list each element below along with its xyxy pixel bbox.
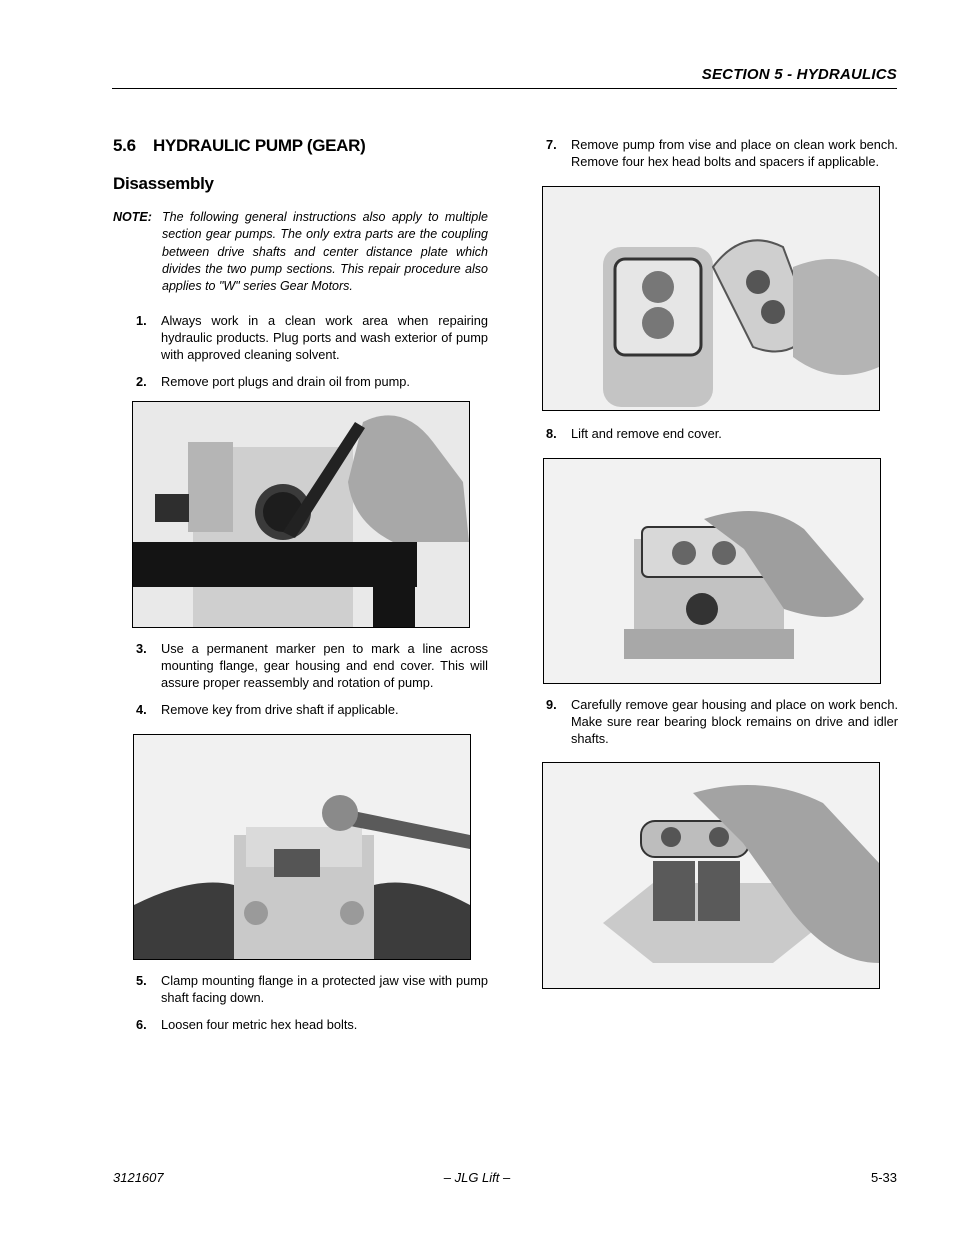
photo-marking-pump (132, 401, 470, 628)
step-7 (546, 136, 898, 170)
step-2 (136, 373, 488, 390)
section-title: HYDRAULIC PUMP (GEAR) (153, 136, 366, 155)
section-header-title: SECTION 5 - HYDRAULICS (701, 66, 897, 83)
step-9 (546, 696, 898, 748)
step-text: Always work in a clean work area when repairing hydraulic products. Plug ports and wash exterior of pump with approved cleaning solvent. (161, 313, 488, 363)
footer-page-number: 5-33 (870, 1170, 897, 1185)
footer-center-text: – JLG Lift – (443, 1170, 511, 1185)
step-4 (136, 701, 488, 718)
step-3 (136, 640, 488, 692)
step-text: Use a permanent marker pen to mark a line across mounting flange, gear housing and end cover. This will assure proper reassembly and rotation of pump. (161, 641, 488, 691)
step-number: 4. (136, 702, 147, 717)
step-number: 7. (546, 137, 557, 152)
step-number: 2. (136, 374, 147, 389)
section-heading (113, 136, 366, 156)
step-text: Remove key from drive shaft if applicable. (161, 702, 399, 717)
section-number: 5.6 (113, 136, 136, 155)
step-6 (136, 1016, 488, 1033)
footer-doc-number: 3121607 (113, 1170, 164, 1185)
step-text: Clamp mounting flange in a protected jaw vise with pump shaft facing down. (161, 973, 488, 1006)
photo-loosening-bolts (133, 734, 471, 960)
step-number: 8. (546, 426, 557, 441)
step-number: 1. (136, 313, 147, 328)
step-number: 3. (136, 641, 147, 656)
step-1 (136, 312, 488, 364)
step-5 (136, 972, 488, 1006)
note-block (113, 209, 488, 295)
step-text: Carefully remove gear housing and place on work bench. Make sure rear bearing block remains on drive and idler shafts. (571, 697, 898, 747)
step-text: Remove pump from vise and place on clean work bench. Remove four hex head bolts and spacers if applicable. (571, 137, 898, 170)
note-label: NOTE: (113, 210, 152, 224)
photo-remove-gear-housing (542, 762, 880, 989)
subsection-heading: Disassembly (113, 174, 214, 193)
note-text: The following general instructions also apply to multiple section gear pumps. The only extra parts are the coupling between drive shafts and center distance plate which divides the two pump sections. This repair procedure also applies to "W" series Gear Motors. (162, 210, 488, 294)
step-8 (546, 425, 898, 442)
step-number: 9. (546, 697, 557, 712)
step-text: Remove port plugs and drain oil from pump. (161, 374, 410, 389)
photo-lift-end-cover (543, 458, 881, 684)
step-number: 5. (136, 973, 147, 988)
step-text: Loosen four metric hex head bolts. (161, 1017, 358, 1032)
header-rule (112, 88, 897, 89)
step-text: Lift and remove end cover. (571, 426, 722, 441)
step-number: 6. (136, 1017, 147, 1032)
photo-pump-open-cover (542, 186, 880, 411)
